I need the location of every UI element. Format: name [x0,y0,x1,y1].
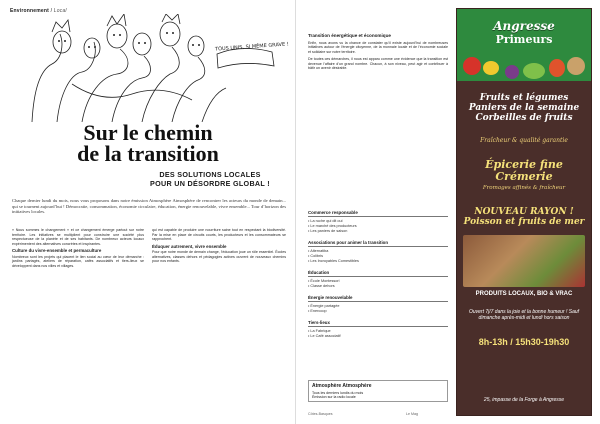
sidebar-link[interactable]: • Enercoop [308,309,448,314]
section-label: Environnement [10,8,49,14]
right-heading: Transition énergétique et économique [308,33,391,38]
sidebar-group-title: Associations pour animer la transition [308,240,448,247]
ad-products-line: Fruits et légumes Paniers de la semaine Corbeilles de fruits [468,93,580,123]
article-subtitle [130,170,290,188]
running-head: Environnement / Local [10,8,67,14]
tomato-icon [463,57,481,75]
sidebar-link[interactable]: • Alternatiba [308,249,448,254]
sidebar-group-title: Éducation [308,270,448,277]
sidebar-group-title: Tiers-lieux [308,320,448,327]
right-paragraph-2: De toutes ces démarches, il nous est apparu comme une évidence que la transition est devenue l’affaire d’un grand nombre. Chacun, à son niveau, peut agir et contribuer à bâtir un avenir désirable. [308,57,448,70]
grape-icon [505,65,519,79]
sidebar-link[interactable]: • Classe dehors [308,284,448,289]
ad-new-section-line: NOUVEAU RAYON ! Poisson et fruits de mer [463,207,585,227]
sidebar-group [308,240,448,264]
column-a-intro: « Nous sommes le changement » et ce changement émerge partout sur notre territoire. Les initiatives se multiplient pour construire une société plus respectueuse de la planète et de ses habitants. De nombreux acteurs locaux expérimentent des alternatives concrètes et inspirantes. [12,228,144,246]
sidebar-group [308,270,448,289]
contact-title: Atmosphère Atmosphère [312,383,372,389]
sidebar-link[interactable]: • La ruche qui dit oui [308,219,448,224]
sidebar-link[interactable]: • École Montessori [308,279,448,284]
pepper-icon [549,59,565,77]
ad-brand-line-1: Angresse [493,19,555,33]
subsection-label: Local [53,8,67,14]
column-b-body: qui est capable de produire une nourriture saine tout en respectant la biodiversité. Par la mise en place de circuits courts, les producteurs et les consommateurs se rapprochent. [152,228,286,241]
sidebar-group-title: Commerce responsable [308,210,448,217]
ad-quality-line: Fraîcheur & qualité garantie [480,137,568,144]
subtitle-line-1: DES SOLUTIONS LOCALES [159,170,261,179]
sidebar-link[interactable]: • Énergie partagée [308,304,448,309]
crowd-illustration [12,14,288,122]
footer-left: Côtes-Basques [308,412,333,416]
sidebar-group [308,210,448,234]
illustration-caption: TOUS UNIS, SI MÊME GRAVE ! [214,41,289,53]
ad-deli-line: Épicerie fine Crémerie [485,158,563,183]
contact-line-2: Émission sur la radio locale [312,395,356,399]
lettuce-icon [523,63,545,79]
ad-opening-hours: 8h-13h / 15h30-19h30 [478,337,570,347]
ad-brand-line-2: Primeurs [495,33,553,46]
article-lede: Chaque dernier lundi du mois, nous vous proposons dans notre émission Atmosphère Atmosphère de rencontrer les acteurs du monde de demain... qui se tournent aujourd’hui ! Démocratie, consommation, économie circulaire, éducation, énergie renouvelable, vivre ensemble... Tour d’horizon des initiatives locales. [12,198,286,215]
right-paragraph-1: Enfin, nous avons vu la chance de constater qu’il existe aujourd’hui de nombreuses initiatives autour de l’énergie citoyenne, de la monnaie locale et de l’économie sociale et solidaire sur notre territoire. [308,40,448,54]
column-a-heading: Culture du vivre-ensemble et permaculture [12,248,102,253]
footer-right: Le Mag [406,412,418,416]
sidebar-link[interactable]: • Le Café associatif [308,334,448,339]
sidebar-link[interactable]: • Les paniers de saison [308,229,448,234]
lemon-icon [483,61,499,75]
article-title [0,122,296,164]
article-column-a [12,228,144,270]
onion-icon [567,57,585,75]
contact-line-1: Tous les derniers lundis du mois [312,391,364,395]
right-column [308,34,448,74]
resources-sidebar [308,210,448,345]
title-line-2: de la transition [77,141,219,166]
column-b-heading: Éduquer autrement, vivre ensemble [152,243,227,249]
sidebar-link[interactable]: • La Fabrique [308,329,448,334]
article-column-b [152,228,286,266]
column-a-body: Nombreux sont les projets qui placent le lien social au cœur de leur démarche : jardins partagés, ateliers de réparation, cafés associatifs et tiers-lieux se développent dans nos villes et villages. [12,254,144,268]
sidebar-link[interactable]: • Les Incroyables Comestibles [308,259,448,264]
column-b-body-2: Pour que notre monde de demain change, l’éducation joue un rôle essentiel. Écoles alternatives, classes dehors et pédagogies actives ouvrent de nouveaux chemins pour nos enfants. [152,250,286,263]
ad-opening-days: Ouvert 7j/7 dans la joie et la bonne humeur ! Sauf dimanche après-midi et lundi hors saison [468,309,580,321]
sidebar-group [308,295,448,314]
ad-cheese-line: Fromages affinés & fraîcheur [482,185,566,191]
ad-address: 25, impasse de la Forge à Angresse [483,397,565,403]
sidebar-link[interactable]: • Le marché des producteurs [308,224,448,229]
title-line-1: Sur le chemin [83,120,213,145]
sidebar-link[interactable]: • Colibris [308,254,448,259]
sidebar-group-title: Énergie renouvelable [308,295,448,302]
right-page [296,0,600,424]
grocer-advertisement[interactable] [456,8,592,416]
subtitle-line-2: POUR UN DÉSORDRE GLOBAL ! [150,179,270,188]
contact-box [308,380,448,402]
sidebar-group [308,320,448,339]
ad-produce-photo [463,235,585,287]
ad-local-products: PRODUITS LOCAUX, BIO & VRAC [475,291,573,297]
left-page [0,0,296,424]
